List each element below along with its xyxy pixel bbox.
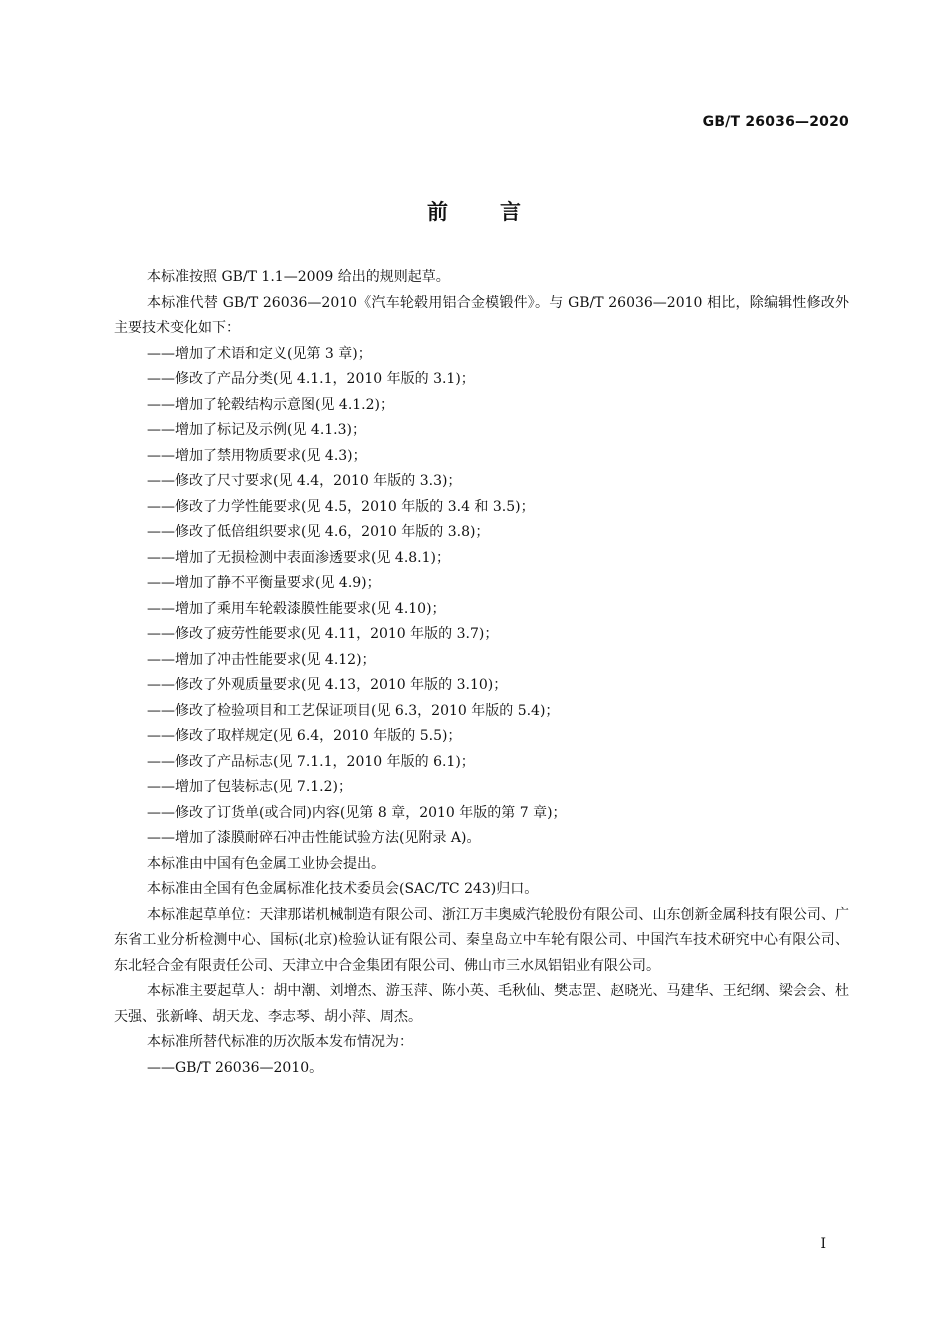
change-item: ——修改了取样规定(见 6.4，2010 年版的 5.5)；	[147, 728, 462, 744]
change-item: ——修改了产品标志(见 7.1.1，2010 年版的 6.1)；	[147, 753, 475, 770]
history-intro-paragraph: 本标准所替代标准的历次版本发布情况为：	[147, 1034, 413, 1050]
foreword-body	[114, 265, 849, 1081]
change-item: ——增加了无损检测中表面渗透要求(见 4.8.1)；	[147, 549, 450, 566]
technical-changes-list	[114, 342, 849, 852]
change-item: ——修改了疲劳性能要求(见 4.11，2010 年版的 3.7)；	[147, 626, 499, 642]
change-item: ——修改了检验项目和工艺保证项目(见 6.3，2010 年版的 5.4)；	[147, 702, 560, 719]
change-item: ——增加了冲击性能要求(见 4.12)；	[147, 651, 376, 668]
change-item: ——增加了禁用物质要求(见 4.3)；	[147, 447, 367, 464]
replacement-paragraph: 本标准代替 GB/T 26036—2010《汽车轮毂用铝合金模锻件》。与 GB/T 26036—2010 相比，除编辑性修改外主要技术变化如下：	[114, 294, 849, 336]
drafters-paragraph: 本标准主要起草人：胡中潮、刘增杰、游玉萍、陈小英、毛秋仙、樊志罡、赵晓光、马建华、王纪纲、梁会会、杜天强、张新峰、胡天龙、李志琴、胡小萍、周杰。	[114, 983, 849, 1025]
change-item: ——增加了术语和定义(见第 3 章)；	[147, 345, 372, 362]
change-item: ——修改了外观质量要求(见 4.13，2010 年版的 3.10)；	[147, 677, 508, 693]
change-item: ——修改了低倍组织要求(见 4.6，2010 年版的 3.8)；	[147, 524, 490, 540]
drafting-units-paragraph: 本标准起草单位：天津那诺机械制造有限公司、浙江万丰奥威汽轮股份有限公司、山东创新金属科技有限公司、广东省工业分析检测中心、国标(北京)检验认证有限公司、秦皇岛立中车轮有限公司、中国汽车技术研究中心有限公司、东北轻合金有限责任公司、天津立中合金集团有限公司、佛山市三水凤铝铝业有限公司。	[114, 906, 849, 974]
change-item: ——增加了漆膜耐碎石冲击性能试验方法(见附录 A)。	[147, 830, 481, 846]
history-item: ——GB/T 26036—2010。	[147, 1059, 324, 1076]
change-item: ——修改了产品分类(见 4.1.1，2010 年版的 3.1)；	[147, 371, 475, 387]
standard-code: GB/T 26036—2020	[702, 114, 849, 130]
change-item: ——修改了尺寸要求(见 4.4，2010 年版的 3.3)；	[147, 473, 462, 489]
change-item: ——增加了乘用车轮毂漆膜性能要求(见 4.10)；	[147, 600, 446, 617]
title-part-2: 言	[500, 200, 523, 224]
change-item: ——增加了静不平衡量要求(见 4.9)；	[147, 575, 381, 591]
change-item: ——修改了订货单(或合同)内容(见第 8 章，2010 年版的第 7 章)；	[147, 804, 567, 821]
proposer-paragraph: 本标准由中国有色金属工业协会提出。	[147, 855, 385, 872]
change-item: ——增加了轮毂结构示意图(见 4.1.2)；	[147, 396, 394, 413]
change-item: ——增加了标记及示例(见 4.1.3)；	[147, 422, 366, 438]
title-part-1: 前	[427, 200, 450, 224]
drafting-rules-paragraph: 本标准按照 GB/T 1.1—2009 给出的规则起草。	[147, 269, 450, 285]
change-item: ——修改了力学性能要求(见 4.5，2010 年版的 3.4 和 3.5)；	[147, 498, 535, 515]
page-title	[0, 196, 950, 226]
administrator-paragraph: 本标准由全国有色金属标准化技术委员会(SAC/TC 243)归口。	[147, 881, 539, 897]
page-number: I	[820, 1236, 826, 1252]
change-item: ——增加了包装标志(见 7.1.2)；	[147, 779, 352, 795]
